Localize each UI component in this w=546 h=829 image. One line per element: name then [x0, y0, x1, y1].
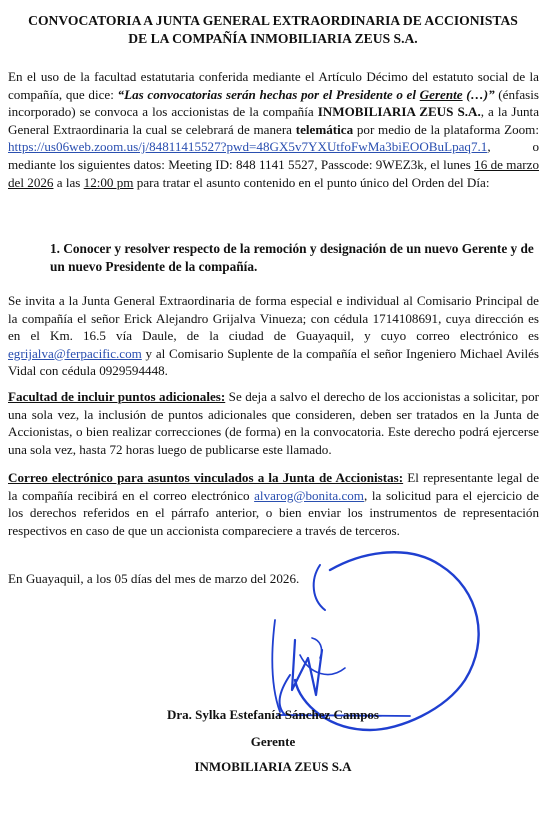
additional-points-heading: Facultad de incluir puntos adicionales: — [8, 389, 226, 404]
place-date: En Guayaquil, a los 05 días del mes de marzo del 2026. — [8, 571, 300, 586]
p2-text-a: Se invita a la Junta General Extraordinaria de forma especial e individual al Comisario Principal de la compañía el señor Erick Alejandro Grijalva Vinueza; con cédula 1714108691, cuya dirección es en el Km. 16.5 vía Daule, de la ciudad de Guayaquil, y cuyo correo electrónico es — [8, 293, 539, 344]
meeting-date: 16 de marzo del 2026 — [8, 156, 540, 190]
p1-text-a: En el uso de la facultad estatutaria conferida mediante el Artículo Décimo del estatuto social de la compañía, que dice: — [8, 69, 539, 102]
document-title — [0, 12, 546, 48]
agenda-item: 1. Conocer y resolver respecto de la remoción y designación de un nuevo Gerente y de un nuevo Presidente de la compañía. — [50, 241, 534, 274]
bylaw-quote-a: “Las convocatorias serán hechas por el Presidente o el — [117, 86, 420, 102]
company-name: INMOBILIARIA ZEUS S.A. — [317, 104, 481, 120]
p1-text-c: , a la Junta General Extraordinaria la cual se celebrará de manera — [8, 104, 540, 137]
commissioner-email-link[interactable]: egrijalva@ferpacific.com — [8, 345, 142, 361]
title-line-2: DE LA COMPAÑÍA INMOBILIARIA ZEUS S.A. — [128, 31, 418, 46]
p2-text-b: y al Comisario Suplente de la compañía el señor Ingeniero Michael Avilés Vidal con cédula 0929594448. — [8, 345, 539, 379]
commissioner-paragraph — [8, 292, 539, 380]
signatory-name: Dra. Sylka Estefanía Sánchez Campos — [167, 707, 379, 722]
bylaw-quote-gerente: Gerente — [419, 86, 463, 102]
email-paragraph — [8, 469, 539, 539]
p1-text-d: por medio de la plataforma Zoom: — [353, 121, 539, 137]
p4-text-b: , la solicitud para el ejercicio de los derechos referidos en el párrafo anterior, o bien enviar los instrumentos de representación respectivos en caso de que un accionista compareciere a través de terceros. — [8, 487, 539, 538]
telematic-word: telemática — [295, 121, 354, 137]
signatory-role: Gerente — [250, 734, 296, 749]
convocation-paragraph — [8, 68, 539, 191]
title-line-1: CONVOCATORIA A JUNTA GENERAL EXTRAORDINARIA DE ACCIONISTAS — [28, 13, 518, 28]
additional-points-text: Se deja a salvo el derecho de los accionistas a solicitar, por una sola vez, la inclusión de puntos adicionales que consideren, deben ser tratados en la Junta de Accionistas, o bien realizar correcciones (de forma) en la convocatoria. Este derecho podrá ejercerse una sola vez, hasta 72 horas luego de publicarse este llamado. — [8, 389, 539, 457]
zoom-link[interactable]: https://us06web.zoom.us/j/84811415527?pwd=48GX5v7YXUtfoFwMa3biEOOBuLpaq7.1 — [8, 139, 488, 155]
email-heading: Correo electrónico para asuntos vinculados a la Junta de Accionistas: — [8, 470, 404, 485]
p4-text-a: El representante legal de la compañía recibirá en el correo electrónico — [8, 470, 540, 503]
p1-text-f: a las — [53, 174, 84, 190]
legal-rep-email-link[interactable]: alvarog@bonita.com — [254, 487, 364, 503]
p1-text-b: (énfasis incorporado) se convoca a los accionistas de la compañía — [8, 86, 540, 120]
handwritten-signature-icon — [250, 540, 540, 760]
p1-text-e: , o mediante los siguientes datos: Meeting ID: 848 1141 5527, Passcode: 9WEZ3k, el lunes — [8, 139, 539, 172]
p1-text-g: para tratar el asunto contenido en el punto único del Orden del Día: — [133, 174, 490, 190]
meeting-time: 12:00 pm — [83, 174, 134, 190]
additional-points-paragraph — [8, 388, 539, 458]
signatory-company: INMOBILIARIA ZEUS S.A — [194, 759, 352, 774]
bylaw-quote-b: (…)” — [462, 86, 495, 102]
